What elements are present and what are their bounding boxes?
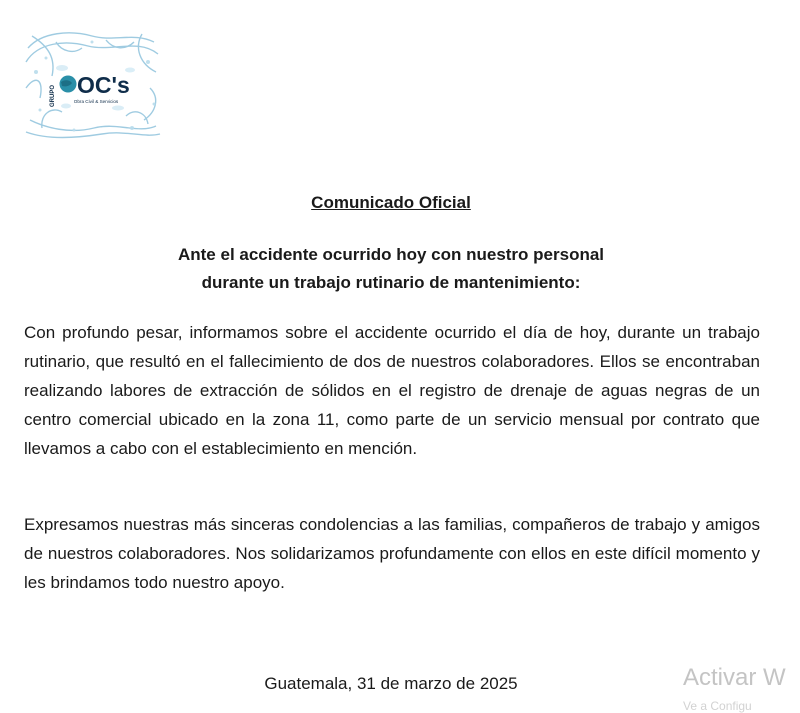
logo-brand: OC's — [77, 72, 130, 98]
page-title: Comunicado Oficial — [311, 193, 471, 212]
activation-watermark-sub: Ve a Configu — [683, 699, 752, 713]
logo-group-text: GRUPO — [50, 84, 56, 108]
company-logo — [22, 28, 162, 140]
subtitle — [0, 241, 782, 297]
place-and-date: Guatemala, 31 de marzo de 2025 — [264, 674, 518, 693]
body-paragraph-2: Expresamos nuestras más sinceras condolencias a las familias, compañeros de trabajo y amigos de nuestros colaboradores. Nos solidarizamos profundamente con ellos en este difícil momento y les brindamos todo nuestro apoyo. — [24, 515, 760, 592]
subtitle-line-2: durante un trabajo rutinario de mantenimiento: — [201, 273, 581, 292]
activation-watermark: Activar W — [683, 664, 786, 691]
body-paragraph-1: Con profundo pesar, informamos sobre el accidente ocurrido el día de hoy, durante un trabajo rutinario, que resultó en el fallecimiento de dos de nuestros colaboradores. Ellos se encontraban realizando labores de extracción de sólidos en el registro de drenaje de aguas negras de un centro comercial ubicado en la zona 11, como parte de un servicio mensual por contrato que llevamos a cabo con el establecimiento en mención. — [24, 323, 760, 458]
logo-tagline: Obra Civil & Servicios — [73, 99, 119, 104]
water-splash-logo-icon — [22, 28, 162, 140]
subtitle-line-1: Ante el accidente ocurrido hoy con nuestro personal — [177, 245, 605, 264]
